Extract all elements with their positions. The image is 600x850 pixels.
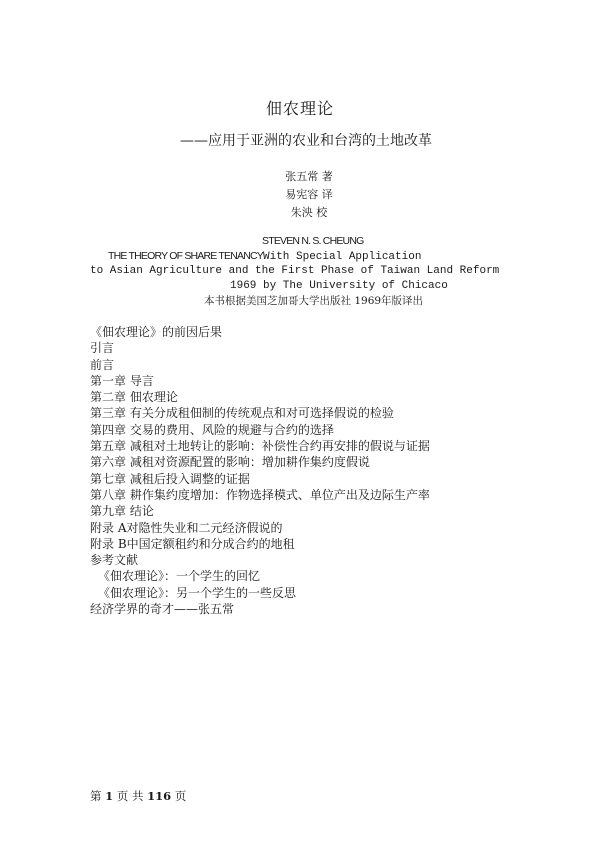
toc-entry[interactable]: 引言 <box>90 341 115 356</box>
toc-entry[interactable]: 《佃农理论》：另一个学生的一些反思 <box>98 585 297 600</box>
toc-entry[interactable]: 第五章 减租对土地转让的影响：补偿性合约再安排的假说与证据 <box>90 439 430 454</box>
proofreader-line: 朱泱 校 <box>290 206 328 219</box>
toc-entry[interactable]: 附录 A对隐性失业和二元经济假说的 <box>90 520 283 535</box>
table-of-contents <box>90 324 570 617</box>
page-prefix: 第 <box>90 789 102 803</box>
toc-entry[interactable]: 第一章 导言 <box>90 373 154 388</box>
toc-entry[interactable]: 附录 B中国定额租约和分成合约的地租 <box>90 536 295 551</box>
toc-entry[interactable]: 《佃农理论》：一个学生的回忆 <box>98 569 261 584</box>
toc-entry[interactable]: 前言 <box>90 357 115 372</box>
toc-entry[interactable]: 《佃农理论》的前因后果 <box>90 325 223 339</box>
translation-source-note: 本书根据美国芝加哥大学出版社 1969年版译出 <box>204 295 424 307</box>
toc-entry[interactable]: 第九章 结论 <box>90 504 154 519</box>
book-subtitle: ——应用于亚洲的农业和台湾的土地改革 <box>180 133 432 149</box>
english-author: STEVEN N. S. CHEUNG <box>262 235 364 247</box>
toc-entry[interactable]: 经济学界的奇才——张五常 <box>90 602 235 617</box>
english-subtitle-line: to Asian Agriculture and the First Phase of Taiwan Land Reform <box>90 265 500 277</box>
toc-entry[interactable]: 第四章 交易的费用、风险的规避与合约的选择 <box>90 422 334 437</box>
toc-entry[interactable]: 第二章 佃农理论 <box>90 390 178 405</box>
credits-block <box>0 168 600 222</box>
author-line: 张五常 著 <box>285 170 333 183</box>
toc-entry[interactable]: 参考文献 <box>90 553 139 568</box>
page-total: 116 <box>147 789 172 803</box>
toc-entry[interactable]: 第七章 减租后投入调整的证据 <box>90 471 250 486</box>
page-number: 1 <box>105 789 114 803</box>
toc-entry[interactable]: 第六章 减租对资源配置的影响：增加耕作集约度假说 <box>90 455 370 470</box>
page-suffix: 页 <box>174 789 187 803</box>
english-book-title: THE THEORY OF SHARE TENANCY <box>108 250 263 262</box>
toc-entry[interactable]: 第三章 有关分成租佃制的传统观点和对可选择假说的检验 <box>90 406 394 421</box>
english-title-line <box>108 249 421 265</box>
page-footer <box>90 788 186 804</box>
toc-entry[interactable]: 第八章 耕作集约度增加：作物选择模式、单位产出及边际生产率 <box>90 487 430 502</box>
translator-line: 易宪容 译 <box>285 188 333 201</box>
book-title: 佃农理论 <box>265 99 334 118</box>
page-mid: 页 共 <box>116 789 144 803</box>
english-title-rest: With Special Application <box>263 251 422 263</box>
english-copyright-line: 1969 by The University of Chicaco <box>230 280 448 292</box>
